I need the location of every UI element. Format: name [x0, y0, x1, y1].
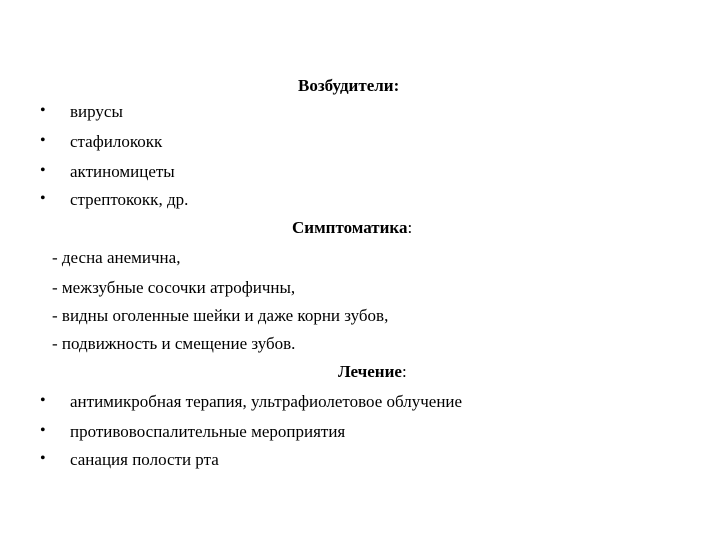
pathogen-item: вирусы [70, 102, 123, 121]
pathogen-item: актиномицеты [70, 162, 175, 181]
pathogens-heading [298, 76, 399, 96]
bullet-icon: • [40, 102, 46, 119]
bullet-icon: • [40, 132, 46, 149]
symptom-item: - видны оголенные шейки и даже корни зубов, [52, 306, 389, 325]
treatment-title: Лечение [338, 362, 402, 381]
bullet-icon: • [40, 392, 46, 409]
bullet-icon: • [40, 422, 46, 439]
pathogen-item: стафилококк [70, 132, 163, 151]
symptom-item: - подвижность и смещение зубов. [52, 334, 296, 353]
symptoms-title: Симптоматика [292, 218, 408, 237]
bullet-icon: • [40, 190, 46, 207]
pathogen-item: стрептококк, др. [70, 190, 189, 209]
pathogens-title: Возбудители: [298, 76, 400, 95]
treatment-item: антимикробная терапия, ультрафиолетовое облучение [70, 392, 463, 411]
treatment-item: противовоспалительные мероприятия [70, 422, 346, 441]
treatment-colon: : [401, 362, 407, 381]
bullet-icon: • [40, 450, 46, 467]
symptoms-colon: : [407, 218, 413, 237]
symptom-item: - десна анемична, [52, 248, 181, 267]
treatment-item: санация полости рта [70, 450, 219, 469]
symptom-item: - межзубные сосочки атрофичны, [52, 278, 296, 297]
symptoms-heading [292, 218, 412, 238]
treatment-heading [338, 362, 407, 382]
bullet-icon: • [40, 162, 46, 179]
